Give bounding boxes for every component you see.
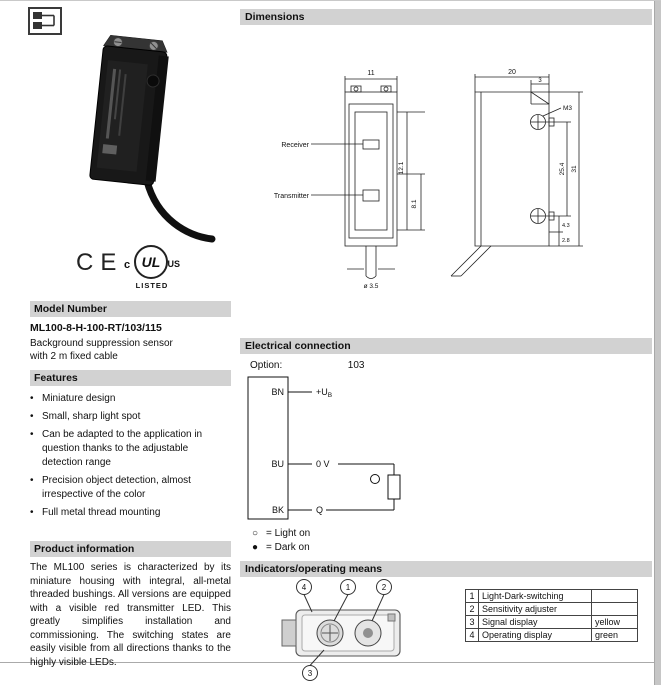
- callout-number: 1: [345, 583, 351, 592]
- transmitter-label: Transmitter: [273, 193, 309, 200]
- legend-item: [252, 527, 310, 541]
- row-number: 4: [466, 629, 479, 642]
- connector-block: [282, 620, 296, 646]
- switching-legend: [252, 527, 310, 555]
- model-description: with 2 m fixed cable: [30, 351, 118, 362]
- list-item: [30, 506, 231, 520]
- ul-letters: UL: [141, 254, 161, 270]
- ul-c-label: c: [124, 259, 131, 271]
- dim-label: 12.1: [398, 161, 405, 175]
- device-box: [248, 377, 288, 519]
- section-header-features: Features: [30, 370, 231, 386]
- light-on-icon: ○: [252, 528, 259, 539]
- side-view: [451, 69, 583, 276]
- row-number: 1: [466, 590, 479, 603]
- light-on-symbol-icon: [371, 475, 380, 484]
- row-label: Signal display: [479, 616, 592, 629]
- section-header-model-number: Model Number: [30, 301, 231, 317]
- thread-label: M3: [563, 105, 573, 112]
- option-label: Option:: [250, 360, 283, 371]
- product-photo: [52, 29, 217, 249]
- table-row: [466, 616, 638, 629]
- indicators-table: [465, 589, 638, 642]
- list-item: [30, 428, 231, 470]
- indicators-diagram: [268, 576, 433, 684]
- product-information-text: The ML100 series is characterized by its miniature housing with integral, all-metal threaded bushings. All versions are equipped with a visible red transmitter LED. This greatly simplifies installation and commissioning. The switching states are easily visible from all directions thanks to the highly visible LEDs.: [30, 562, 231, 668]
- option-value: 103: [347, 360, 365, 371]
- table-row: [466, 590, 638, 603]
- dim-label: 4.3: [562, 223, 570, 229]
- bullet-icon: [30, 474, 42, 502]
- dim-label: 31: [571, 165, 578, 173]
- row-value: [592, 603, 638, 616]
- feature-text: Miniature design: [42, 393, 116, 404]
- bullet-icon: [30, 506, 42, 520]
- table-row: [466, 629, 638, 642]
- dim-label: 3: [538, 78, 542, 84]
- list-item: [30, 410, 231, 424]
- terminal-label: 0 V: [316, 459, 330, 469]
- legend-item: [252, 541, 310, 555]
- row-value: yellow: [592, 616, 638, 629]
- load-resistor-icon: [388, 475, 400, 499]
- dark-on-icon: ●: [252, 542, 259, 553]
- features-list: [30, 392, 231, 524]
- feature-text: Can be adapted to the application in question thanks to the adjustable detection range: [42, 429, 203, 468]
- list-item: [30, 392, 231, 406]
- bullet-icon: [30, 392, 42, 406]
- row-number: 3: [466, 616, 479, 629]
- dim-label: 20: [508, 69, 516, 76]
- cable: [147, 181, 212, 239]
- ul-mark: [124, 245, 180, 293]
- row-label: Operating display: [479, 629, 592, 642]
- row-value: [592, 590, 638, 603]
- dim-label: 2.8: [562, 238, 570, 244]
- row-label: Sensitivity adjuster: [479, 603, 592, 616]
- callout-number: 2: [381, 583, 387, 592]
- dim-label: 11: [367, 70, 375, 77]
- ul-listed-label: LISTED: [135, 281, 169, 290]
- feature-text: Precision object detection, almost irrespective of the color: [42, 475, 191, 500]
- receiver-aperture: [363, 140, 379, 149]
- ul-us-label: US: [167, 259, 180, 269]
- bullet-icon: [30, 428, 42, 470]
- terminal-label: Q: [316, 505, 324, 515]
- feature-text: Full metal thread mounting: [42, 507, 161, 518]
- row-value: green: [592, 629, 638, 642]
- model-description: Background suppression sensor: [30, 338, 173, 349]
- wire-label: BU: [271, 459, 284, 469]
- row-label: Light-Dark-switching: [479, 590, 592, 603]
- list-item: [30, 474, 231, 502]
- dim-label: 8.1: [411, 199, 418, 209]
- callout-number: 4: [301, 583, 307, 592]
- option-row: [250, 360, 364, 371]
- callout-number: 3: [307, 669, 313, 678]
- ce-mark: CE: [76, 249, 124, 276]
- section-header-dimensions: Dimensions: [240, 9, 652, 25]
- wire-label: BN: [271, 387, 284, 397]
- table-row: [466, 603, 638, 616]
- receiver-label: Receiver: [281, 142, 309, 149]
- bullet-icon: [30, 410, 42, 424]
- section-header-electrical: Electrical connection: [240, 338, 652, 354]
- section-header-product-information: Product information: [30, 541, 231, 557]
- row-number: 2: [466, 603, 479, 616]
- dim-label: 25.4: [559, 162, 566, 176]
- dim-label: ø 3.5: [363, 283, 379, 290]
- terminal-label: $+U_B$: [316, 387, 333, 399]
- sensor-body: [90, 35, 171, 186]
- transmitter-aperture: [363, 190, 379, 201]
- section-header-indicators: Indicators/operating means: [240, 561, 652, 577]
- front-view: [274, 70, 425, 290]
- led-icon: [388, 614, 395, 621]
- model-number: ML100-8-H-100-RT/103/115: [30, 322, 162, 334]
- feature-text: Small, sharp light spot: [42, 411, 141, 422]
- wiring-diagram: [246, 375, 486, 523]
- dimensions-drawing: [250, 29, 645, 329]
- ul-circle-icon: [134, 245, 168, 279]
- page-edge-strip: [654, 1, 661, 685]
- legend-text: = Dark on: [266, 542, 310, 553]
- legend-text: = Light on: [266, 528, 311, 539]
- wire-label: BK: [271, 505, 284, 515]
